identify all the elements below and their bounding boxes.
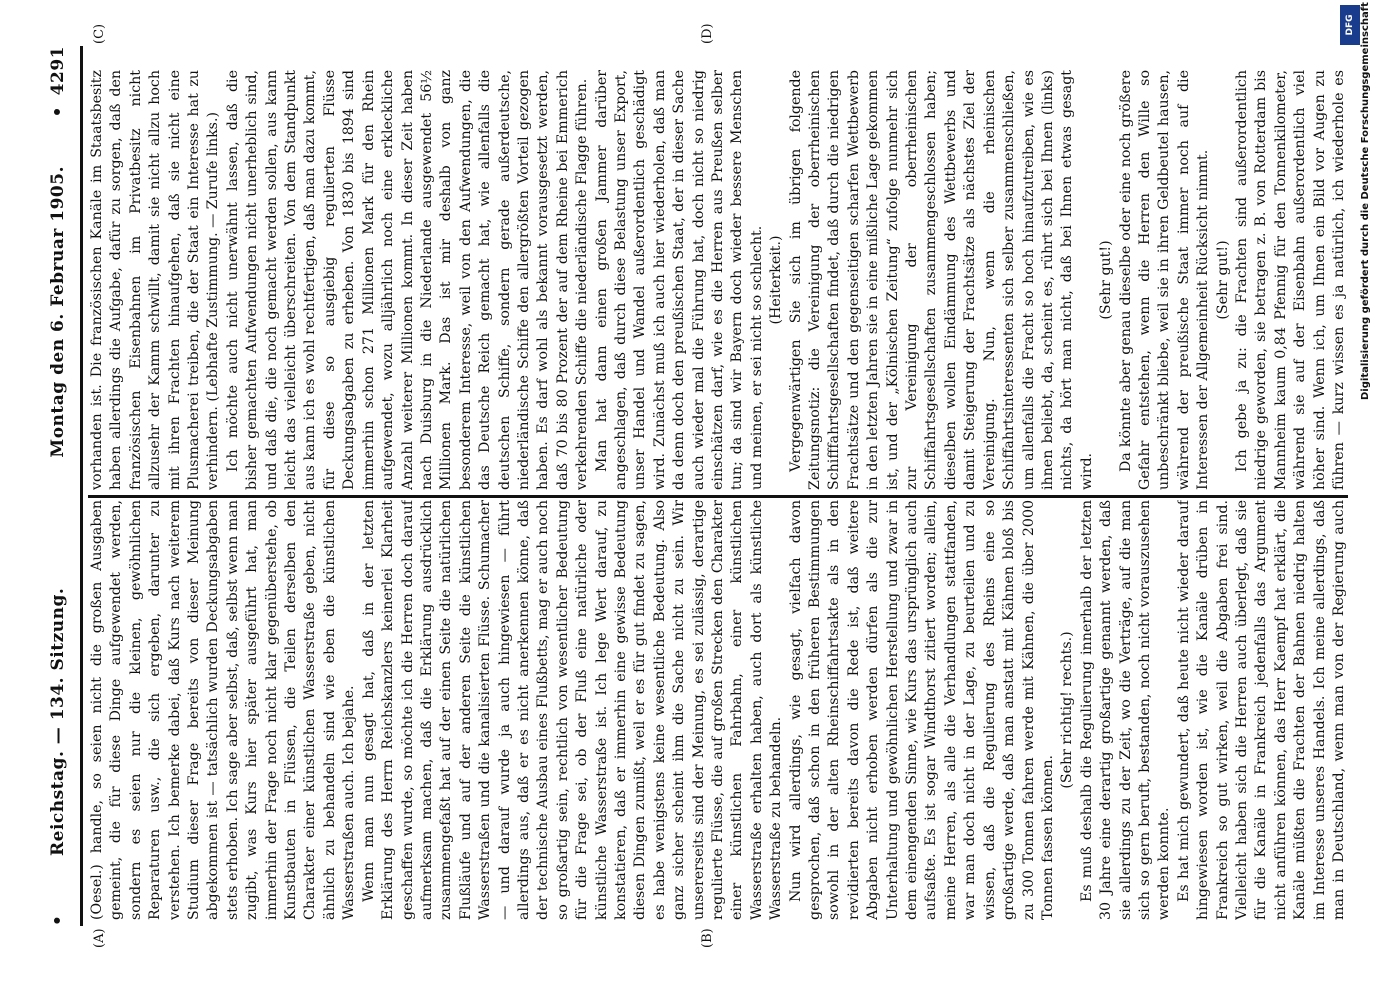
header-date: Montag den 6. Februar 1905. <box>48 166 68 458</box>
margin-mark-a: (A) <box>92 928 107 948</box>
paragraph: Ich möchte auch nicht unerwähnt lassen, daß die bisher gemachten Aufwendungen nicht unerheblich sind, und daß die, die noch gemacht werden sollen, aus kann leicht das vielleicht überschreiten. Von dem Standpunkt aus kann ich es wohl rechtfertigen, daß man dazu kommt, für diese so ausgiebig regulierten Flüsse Deckungsabgaben zu erheben. Von 1830 bis 1894 sind immerhin schon 271 Millionen Mark für den Rhein aufgewendet, wozu alljährlich noch eine erkleckliche Anzahl weiterer Millionen kommt. In dieser Zeit haben nach Duisburg in die Niederlande ausgewendet 56½ Millionen Mark. Das ist mir deshalb von ganz besonderem Interesse, weil von den Aufwendungen, die das Deutsche Reich gemacht hat, wie allenfalls die deutschen Schiffe, sondern gerade außerdeutsche, niederländische Schiffe den allergrößten Vorteil gezogen haben. Es darf wohl als bekannt vorausgesetzt werden, daß 70 bis 80 Prozent der auf dem Rheine bei Emmerich verkehrenden Schiffe die niederländische Flagge führen. <box>224 70 591 490</box>
left-column <box>88 500 1348 920</box>
column-divider <box>88 495 1348 498</box>
page-number: 4291 <box>48 46 68 96</box>
dfg-logo: DFG <box>1340 5 1360 45</box>
header-session: Reichstag. — 134. Sitzung. <box>48 587 68 856</box>
page-header <box>48 46 78 926</box>
margin-mark-d: (D) <box>700 23 715 44</box>
right-column <box>88 70 1348 490</box>
digitization-note: Digitalisierung gefördert durch die Deutsche Forschungsgemeinschaft <box>1360 2 1371 400</box>
paragraph: Man hat dann einen großen Jammer darüber angeschlagen, daß durch diese Belastung unser Export, unser Handel und Wandel außerordentlich geschädigt wird. Zunächst muß ich auch hier wiederholen, daß man da denn doch den preußischen Staat, der in dieser Sache auch wieder mal die Führung hat, doch nicht so niedrig einschätzen darf, wie es die Herren aus Preußen selber tun; da sind wir Bayern doch wieder bessere Menschen und meinen, er sei nicht so schlecht. <box>593 70 765 490</box>
header-dot: • <box>48 106 68 118</box>
margin-mark-c: (C) <box>92 23 107 44</box>
paragraph: Es muß deshalb die Regulierung innerhalb der letzten 30 Jahre eine derartig großartige genannt werden, daß sie allerdings zu der Zeit, wo die Verträge, auf die man sich so gern beruft, bestanden, noch nicht vorauszusehen werden konnte. <box>1078 500 1173 920</box>
paragraph: vorhanden ist. Die französischen Kanäle im Staatsbesitz haben allerdings die Aufgabe, dafür zu sorgen, daß den französischen Eisenbahnen im Privatbesitz nicht allzusehr der Kamm schwillt, damit sie nicht allzu hoch mit ihren Frachten hinaufgehen, daß sie nicht eine Plusmacherei treiben, die der Staat ein Interesse hat zu verhindern. (Lebhafte Zustimmung. — Zurufe links.) <box>89 70 222 490</box>
paragraph: Da könnte aber genau dieselbe oder eine noch größere Gefahr entstehen, wenn die Herren den Wille so unbeschränkt bliebe, weil sie in ihren Geldbeutel hausen, während der preußische Staat immer noch auf die Interessen der Allgemeinheit Rücksicht nimmt. <box>1117 70 1212 490</box>
header-rule <box>80 46 83 926</box>
margin-mark-b: (B) <box>700 928 715 948</box>
paragraph: Nun wird allerdings, wie gesagt, vielfach davon gesprochen, daß schon in den früheren Bestimmungen sowohl in der alten Rheinschiffahrtsakte als in den revidierten bereits davon die Rede ist, daß weitere Abgaben nicht erhoben werden dürfen als die zur Unterhaltung und gewöhnlichen Herstellung und zwar in dem einengenden Sinne, wie Kurs das ursprünglich auch aufsaßte. Es ist sogar Windthorst zitiert worden; allein, meine Herren, als alle die Verhandlungen stattfanden, war man doch nicht in der Lage, zu beurteilen und zu wissen, daß die Regulierung des Rheins eine so großartige werde, daß man anstatt mit Kähnen bloß bis zu 300 Tonnen fahren werde mit Kähnen, die über 2000 Tonnen fassen können. <box>787 500 1056 920</box>
interjection: (Heiterkeit.) <box>768 235 785 325</box>
paragraph: Wenn man nun gesagt hat, daß in der letzten Erklärung des Herrn Reichskanzlers keinerlei Klarheit geschaffen wurde, so möchte ich die Herren doch darauf aufmerksam machen, daß die Erklärung ausdrücklich zusammengefaßt hat auf der einen Seite die natürlichen Flußläufe und auf der anderen Seite die künstlichen Wasserstraßen und die kanalisierten Flüsse. Schumacher — und darauf wurde ja auch hingewiesen — führt allerdings aus, daß er es nicht anerkennen könne, daß der technische Ausbau eines Flußbetts, mag er auch noch so großartig sein, rechtlich von wesentlicher Bedeutung für die Frage sei, ob der Fluß eine natürliche oder künstliche Wasserstraße ist. Ich lege Wert darauf, zu konstatieren, daß er immerhin eine gewisse Bedeutung diesen Dingen zumißt, weil er es für gut findet zu sagen, es habe wenigstens keine wesentliche Bedeutung. Also ganz sicher scheint ihm die Sache nicht zu sein. Wir unsererseits sind der Meinung, es sei zulässig, derartige regulierte Flüsse, die auf großen Strecken den Charakter einer künstlichen Fahrbahn, einer künstlichen Wasserstraße erhalten haben, auch dort als künstliche Wasserstraße zu behandeln. <box>360 500 785 920</box>
interjection: (Sehr gut!) <box>1098 240 1115 320</box>
paragraph: Es hat mich gewundert, daß heute nicht wieder darauf hingewiesen worden ist, wie die Kanäle drüben in Frankreich so gut wirken, weil die Abgaben frei sind. Vielleicht haben sich die Herren auch überlegt, daß sie für die Kanäle in Frankreich jedenfalls das Argument nicht anführen können, das Herr Kaempf hat erklärt, die Kanäle müßten die Frachten der Bahnen niedrig halten im Interesse unseres Handels. Ich meine allerdings, daß man in Deutschland, wenn man von der Regierung auch <box>1175 500 1347 920</box>
interjection: (Sehr richtig! rechts.) <box>1059 631 1076 789</box>
paragraph: (Oesel.) handle, so seien nicht die großen Ausgaben gemeint, die für diese Dinge aufgewendet werden, sondern es seien nur die kleinen, gewöhnlichen Reparaturen usw., die sich ergeben, darunter zu verstehen. Ich bemerke dabei, daß Kurs nach weiterem Studium dieser Frage bereits von dieser Meinung abgekommen ist — tatsächlich wurden Deckungsabgaben stets erhoben. Ich sage aber selbst, daß, selbst wenn man zugibt, was Kurs hier später ausgeführt hat, man immerhin der Frage noch nicht klar gegenüberstehe, ob Kunstbauten in Flüssen, die Teilen derselben den Charakter einer künstlichen Wasserstraße geben, nicht ähnlich zu behandeln sind wie eben die künstlichen Wasserstraßen auch. Ich bejahe. <box>89 500 358 920</box>
paragraph: Vergegenwärtigen Sie sich im übrigen folgende Zeitungsnotiz: die Vereinigung der oberrheinischen Schifffahrtsgesellschaften findet, daß durch die niedrigen Frachtsätze und den gegenseitigen scharfen Wettbewerb in den letzten Jahren sie in eine mißliche Lage gekommen ist, und der „Kölnischen Zeitung“ zufolge nunmehr sich zur Vereinigung der oberrheinischen Schiffahrtsgesellschaften zusammengeschlossen haben; dieselben wollen Eindämmung des Wettbewerbs und damit Steigerung der Frachtsätze als nächstes Ziel der Vereinigung. Nun, wenn die rheinischen Schiffahrtsinteressenten sich selber zusammenschließen, um allenfalls die Fracht so hoch hinaufzutreiben, wie es ihnen beliebt, da, scheint es, rührt sich bei Ihnen (links) nichts, da hört man nicht, daß bei Ihnen etwas gesagt wird. <box>787 70 1095 490</box>
header-dot: • <box>48 914 68 926</box>
paragraph: Ich gebe ja zu: die Frachten sind außerordentlich niedrige geworden, sie betragen z. B. von Rotterdam bis Mannheim kaum 0,84 Pfennig für den Tonnenkilometer, während sie auf der Eisenbahn außerordentlich viel höher sind. Wenn ich, um Ihnen ein Bild vor Augen zu führen — kurz wissen es ja natürlich, ich wiederhole es <box>1233 70 1347 490</box>
interjection: (Sehr gut!) <box>1214 240 1231 320</box>
